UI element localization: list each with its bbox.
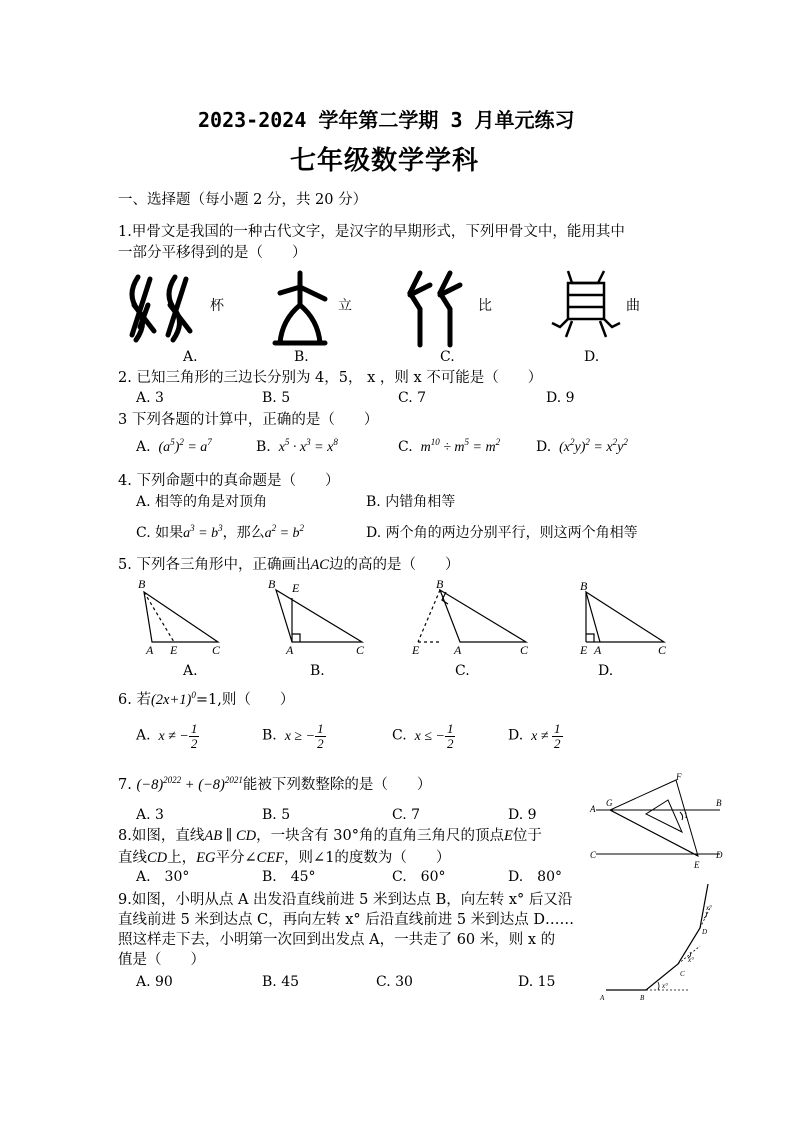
svg-text:E: E <box>412 643 420 657</box>
q7-option-b[interactable]: B. 5 <box>262 807 291 823</box>
q1-option-b[interactable]: B. <box>294 349 309 365</box>
q1-stem-line1: 1.甲骨文是我国的一种古代文字，是汉字的早期形式，下列甲骨文中，能用其中 <box>118 224 625 240</box>
q7-stem <box>118 775 431 795</box>
q8-eg: EG <box>196 850 216 866</box>
q1-char-c: 比 <box>478 299 492 314</box>
svg-text:B: B <box>580 579 588 593</box>
q3-expr-d: $(x^2y)^2 = x^2y^2$ <box>555 437 628 455</box>
svg-text:1: 1 <box>684 811 688 820</box>
q8-line1c: 位于 <box>512 828 542 844</box>
q2-option-c[interactable]: C. 7 <box>398 390 427 406</box>
q8-line1b: ，一块含有 30°角的直角三角尺的顶点 <box>256 828 504 844</box>
q1-char-b: 立 <box>338 299 352 314</box>
q2-stem: 2. 已知三角形的三边长分别为 4，5， x ，则 x 不可能是（ ） <box>118 370 543 386</box>
q3-letter-b: B. <box>256 439 271 455</box>
q4-option-d[interactable]: D. 两个角的两边分别平行，则这两个角相等 <box>366 525 638 541</box>
q8-line2d: ，则∠1的度数为（ ） <box>284 850 451 866</box>
svg-text:C: C <box>520 643 529 657</box>
q7-number: 7. <box>118 777 137 793</box>
q5-option-b[interactable]: B. <box>310 663 325 679</box>
q3-option-c[interactable] <box>398 438 500 457</box>
q6-stem <box>118 690 294 710</box>
q8-line2a: 直线 <box>118 850 147 866</box>
q6-letter-a: A. <box>136 727 151 744</box>
q7-stem-text: 能被下列数整除的是（ ） <box>242 777 432 793</box>
q1-char-d: 曲 <box>626 299 640 314</box>
q4-option-b[interactable]: B. 内错角相等 <box>366 494 456 510</box>
subject-title: 七年级数学学科 <box>290 146 480 176</box>
q3-letter-d: D. <box>536 439 552 455</box>
q9-option-d[interactable]: D. 15 <box>518 974 556 990</box>
q6-letter-c: C. <box>392 727 407 744</box>
q5-stem-ac: AC <box>310 557 329 573</box>
q2-option-b[interactable]: B. 5 <box>262 390 291 406</box>
q6-option-d[interactable] <box>508 722 563 751</box>
svg-text:E: E <box>694 860 700 870</box>
exam-title: 2023-2024 学年第二学期 3 月单元练习 <box>198 108 575 132</box>
q5-triangle-figures <box>130 578 690 658</box>
svg-text:C: C <box>212 643 221 657</box>
svg-text:x°: x° <box>706 904 712 912</box>
q3-expr-a: $(a^5)^2 = a^7$ <box>155 437 212 455</box>
q3-option-d[interactable] <box>536 438 628 457</box>
svg-text:B: B <box>436 578 444 591</box>
q6-letter-b: B. <box>262 727 277 744</box>
q7-option-d[interactable]: D. 9 <box>508 807 537 823</box>
svg-text:B: B <box>138 578 146 591</box>
q6-expr-a: x ≠ − $\frac{1}{2}$ <box>155 721 198 751</box>
svg-text:E: E <box>292 581 300 595</box>
q5-stem-text2: 边的高的是（ ） <box>328 557 460 573</box>
q2-option-d[interactable]: D. 9 <box>546 390 575 406</box>
q8-line-cd: CD <box>147 850 168 866</box>
q8-ab-cd: AB ∥ CD <box>204 828 257 844</box>
q8-point-e: E <box>503 828 513 844</box>
q4-option-c-text1: C. 如果 <box>136 525 184 541</box>
q3-option-a[interactable] <box>136 438 212 457</box>
section-heading: 一、选择题（每小题 2 分，共 20 分） <box>118 192 368 208</box>
q4-option-c-text2: ，那么 <box>222 525 265 541</box>
q8-option-a[interactable]: A. 30° <box>136 869 190 885</box>
q8-line2 <box>118 848 450 868</box>
svg-text:A: A <box>146 643 154 657</box>
svg-text:C: C <box>680 970 685 978</box>
q7-option-a[interactable]: A. 3 <box>136 807 164 823</box>
q9-line1: 9.如图，小明从点 A 出发沿直线前进 5 米到达点 B，向左转 x° 后又沿 <box>118 892 573 908</box>
q3-letter-a: A. <box>136 439 151 455</box>
q4-option-a[interactable]: A. 相等的角是对顶角 <box>136 494 268 510</box>
q8-option-d[interactable]: D. 80° <box>508 869 562 885</box>
q3-option-b[interactable] <box>256 438 338 457</box>
q1-option-d[interactable]: D. <box>584 349 600 365</box>
q6-expr-b: x ≥ − $\frac{1}{2}$ <box>281 721 324 751</box>
q5-option-a[interactable]: A. <box>183 663 198 679</box>
svg-text:A: A <box>590 804 596 814</box>
q5-stem-text1: 5. 下列各三角形中，正确画出 <box>118 557 311 573</box>
q5-stem <box>118 555 459 575</box>
svg-text:x°: x° <box>688 956 694 964</box>
q4-option-c[interactable] <box>136 524 304 543</box>
q5-option-c[interactable]: C. <box>455 663 470 679</box>
q5-option-d[interactable]: D. <box>598 663 614 679</box>
q8-line2b: 上， <box>167 850 197 866</box>
oracle-glyph-c <box>410 273 460 345</box>
q8-option-c[interactable]: C. 60° <box>392 869 446 885</box>
svg-text:C: C <box>590 850 597 860</box>
q3-expr-c: $m^{10} \div m^5 = m^2$ <box>417 437 501 455</box>
svg-text:x°: x° <box>662 982 668 990</box>
svg-text:B: B <box>716 798 722 808</box>
q9-line2: 直线前进 5 米到达点 C，再向左转 x° 后沿直线前进 5 米到达点 D…… <box>118 912 574 928</box>
q6-option-a[interactable] <box>136 722 199 751</box>
svg-text:C: C <box>658 643 667 657</box>
q9-walking-path-figure <box>596 878 716 1003</box>
svg-text:F: F <box>676 772 682 782</box>
q8-angle-cef: ∠CEF <box>244 850 285 866</box>
q6-letter-d: D. <box>508 727 524 744</box>
q4-option-c-expr2: $a^2 = b^2$ <box>264 523 305 541</box>
q8-parallel-lines-figure <box>588 772 738 872</box>
svg-text:E: E <box>170 643 178 657</box>
q8-line2c: 平分 <box>215 850 245 866</box>
q2-option-a[interactable]: A. 3 <box>136 390 164 406</box>
q3-expr-b: $x^5 \cdot x^3 = x^8$ <box>275 437 338 455</box>
q1-oracle-figures <box>120 265 680 355</box>
q4-stem: 4. 下列命题中的真命题是（ ） <box>118 473 340 489</box>
q6-stem-text2: =1,则（ ） <box>195 692 295 708</box>
svg-text:G: G <box>606 798 613 808</box>
svg-text:B: B <box>268 578 276 591</box>
q8-line1 <box>118 826 542 846</box>
svg-text:A: A <box>594 643 602 657</box>
svg-text:A: A <box>600 994 605 1002</box>
q6-option-c[interactable] <box>392 722 455 751</box>
svg-text:B: B <box>640 994 645 1002</box>
q6-stem-expr: $(2x+1)^0$ <box>150 690 196 708</box>
oracle-glyph-d <box>552 271 620 337</box>
q6-option-b[interactable] <box>262 722 326 751</box>
q8-line1a: 8.如图，直线 <box>118 828 205 844</box>
q6-expr-c: x ≤ − $\frac{1}{2}$ <box>411 721 454 751</box>
q4-option-c-expr1: $a^3 = b^3$ <box>183 523 223 541</box>
q7-expr: $(-8)^{2022} + (-8)^{2021}$ <box>136 775 243 793</box>
q6-stem-text1: 6. 若 <box>118 692 151 708</box>
q1-char-a: 杯 <box>210 299 224 314</box>
q6-expr-d: x ≠ $\frac{1}{2}$ <box>527 721 561 751</box>
q8-option-b[interactable]: B. 45° <box>262 869 316 885</box>
q9-line3: 照这样走下去，小明第一次回到出发点 A，一共走了 60 米，则 x 的 <box>118 932 556 948</box>
svg-text:A: A <box>286 643 294 657</box>
svg-text:C: C <box>356 643 365 657</box>
svg-text:A: A <box>454 643 462 657</box>
svg-text:D: D <box>702 928 708 936</box>
q3-stem: 3 下列各题的计算中，正确的是（ ） <box>118 412 379 428</box>
q9-line4: 值是（ ） <box>118 952 205 968</box>
q7-option-c[interactable]: C. 7 <box>392 807 421 823</box>
q1-stem-line2: 一部分平移得到的是（ ） <box>118 245 307 261</box>
oracle-glyph-a <box>132 277 190 340</box>
q9-option-b[interactable]: B. 45 <box>262 974 300 990</box>
svg-text:E: E <box>580 643 588 657</box>
svg-text:D: D <box>716 850 723 860</box>
q1-option-a[interactable]: A. <box>183 349 198 365</box>
q3-letter-c: C. <box>398 439 413 455</box>
q9-option-a[interactable]: A. 90 <box>136 974 173 990</box>
q1-option-c[interactable]: C. <box>440 349 455 365</box>
oracle-glyph-b <box>275 273 325 343</box>
q9-option-c[interactable]: C. 30 <box>376 974 413 990</box>
